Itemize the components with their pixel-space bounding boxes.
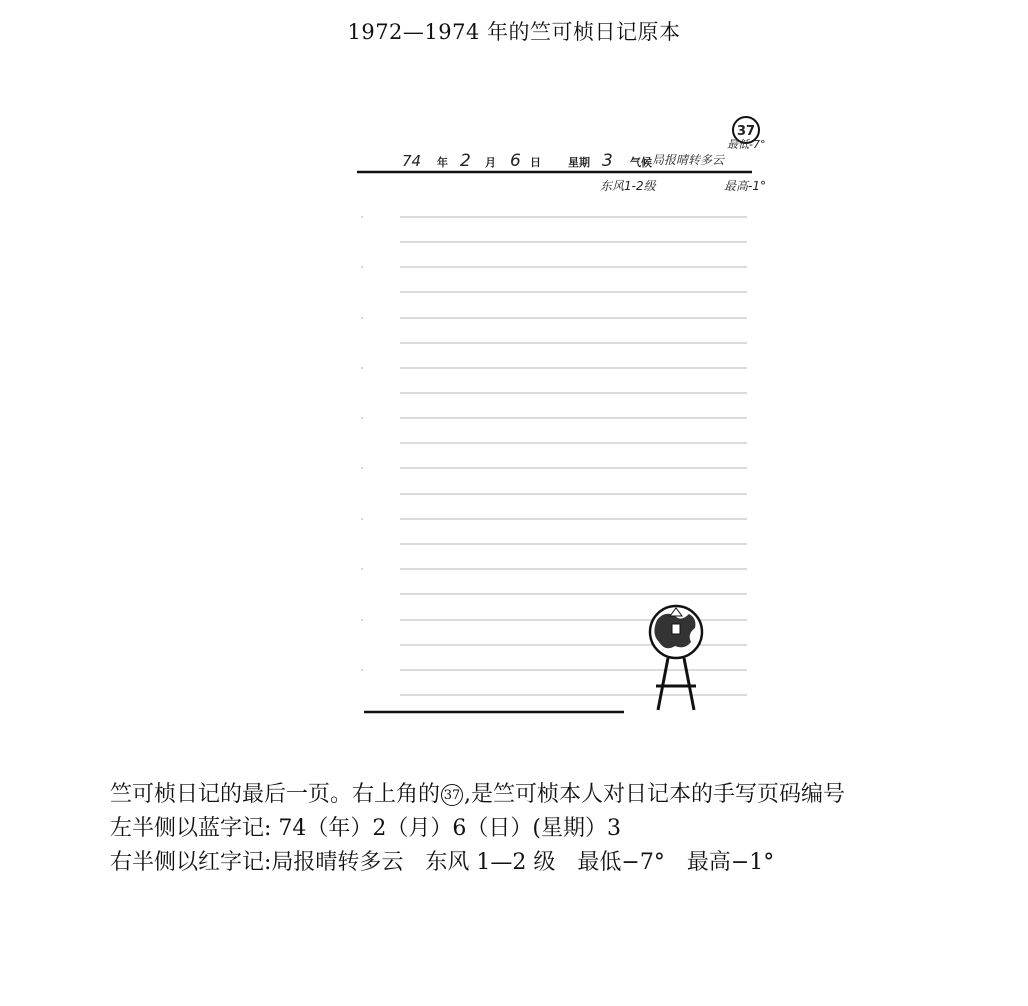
margin-dot xyxy=(361,518,363,520)
handwritten-high: 最高-1° xyxy=(724,179,766,193)
globe-emblem xyxy=(650,606,702,710)
diary-page-photo xyxy=(352,110,802,730)
handwritten-page-number: 37 xyxy=(736,124,756,139)
margin-dot xyxy=(361,467,363,469)
caption-line-2: 左半侧以蓝字记: 74（年）2（月）6（日）(星期）3 xyxy=(110,816,621,841)
margin-dot xyxy=(361,266,363,268)
margin-dot xyxy=(361,317,363,319)
margin-dot xyxy=(361,417,363,419)
handwritten-weather-line2: 最低-7° xyxy=(727,138,766,151)
margin-dots xyxy=(361,216,363,671)
margin-dot xyxy=(361,568,363,570)
header-weekday-label: 星期 xyxy=(568,156,590,169)
caption-line-1-after: ,是竺可桢本人对日记本的手写页码编号 xyxy=(464,782,846,807)
globe-stand xyxy=(656,658,696,710)
header-day-label: 日 xyxy=(530,156,541,169)
handwritten-day: 6 xyxy=(510,151,521,171)
caption-line-3: 右半侧以红字记:局报晴转多云 东风 1—2 级 最低−7° 最高−1° xyxy=(110,850,775,875)
handwritten-year: 74 xyxy=(402,152,422,170)
header-month-label: 月 xyxy=(485,156,496,169)
margin-dot xyxy=(361,367,363,369)
diary-page-drawing xyxy=(352,110,802,730)
page-title: 1972—1974 年的竺可桢日记原本 xyxy=(347,20,681,44)
header-weather-label: 气候 xyxy=(630,156,652,169)
margin-dot xyxy=(361,619,363,621)
caption-line-1-before: 竺可桢日记的最后一页。右上角的 xyxy=(110,782,441,807)
caption xyxy=(110,778,990,880)
handwritten-weekday: 3 xyxy=(602,151,613,171)
caption-line-1 xyxy=(110,778,990,812)
caption-page-number: 37 xyxy=(441,784,463,806)
margin-dot xyxy=(361,669,363,671)
margin-dot xyxy=(361,216,363,218)
handwritten-month: 2 xyxy=(460,151,471,171)
handwritten-weather-line1: 局报晴转多云 xyxy=(652,153,725,167)
header-year-label: 年 xyxy=(437,156,448,169)
handwritten-wind: 东风1-2级 xyxy=(600,179,656,193)
